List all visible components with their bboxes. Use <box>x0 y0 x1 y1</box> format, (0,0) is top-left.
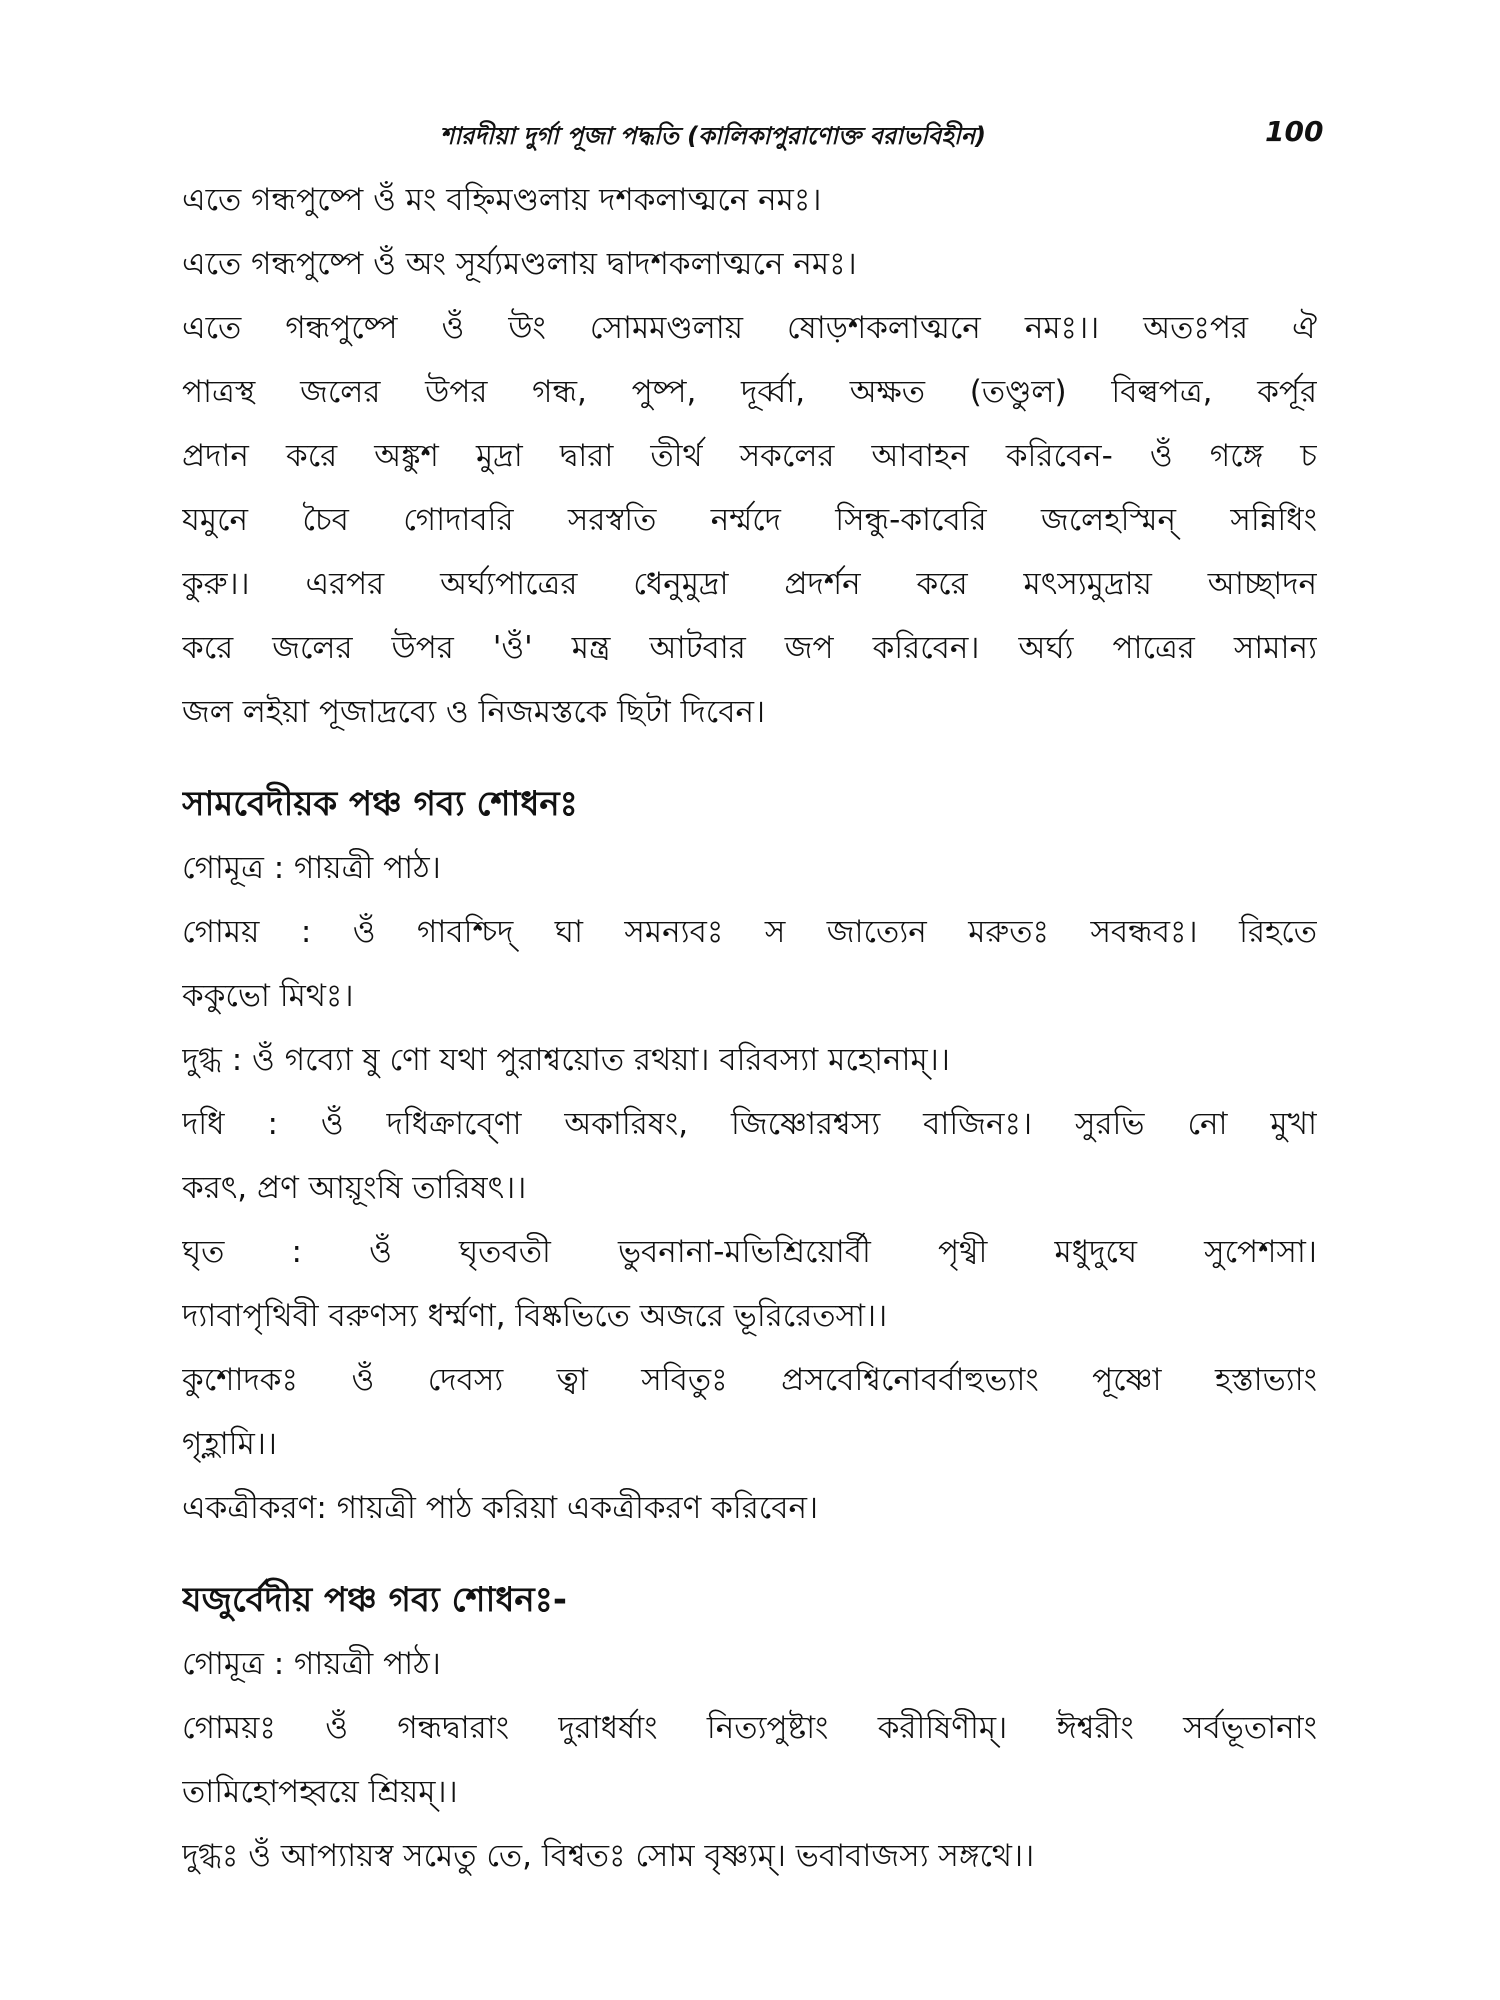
section-spacer <box>182 1540 1317 1568</box>
text-line: পাত্রস্থ জলের উপর গন্ধ, পুষ্প, দূর্ব্বা, অক্ষত (তণ্ডুল) বিল্বপত্র, কর্পূর <box>182 374 1317 410</box>
text-line: দুগ্ধ : ওঁ গব্যো ষু ণো যথা পুরাশ্বয়োত রথয়া। বরিবস্যা মহোনাম্।। <box>182 1042 950 1078</box>
text-line: দধি : ওঁ দধিক্রাব্ণো অকারিষং, জিষ্ণোরশ্বস্য বাজিনঃ। সুরভি নো মুখা <box>182 1106 1317 1142</box>
text-line: গোমূত্র : গায়ত্রী পাঠ। <box>182 1646 441 1682</box>
body-text <box>182 168 1317 1888</box>
text-line: গোমূত্র : গায়ত্রী পাঠ। <box>182 850 441 886</box>
text-line: কুশোদকঃ ওঁ দেবস্য ত্বা সবিতুঃ প্রসবেশ্বিনোবর্বাহুভ্যাং পূষ্ণো হস্তাভ্যাং <box>182 1362 1317 1398</box>
text-line: গোময়ঃ ওঁ গন্ধদ্বারাং দুরাধর্ষাং নিত্যপুষ্টাং করীষিণীম্। ঈশ্বরীং সর্বভূতানাং <box>182 1710 1317 1746</box>
section-spacer <box>182 744 1317 772</box>
text-line: গোময় : ওঁ গাবশ্চিদ্ ঘা সমন্যবঃ স জাত্যেন মরুতঃ সবন্ধবঃ। রিহতে <box>182 914 1317 950</box>
text-line: দ্যাবাপৃথিবী বরুণস্য ধর্ম্মণা, বিষ্কভিতে অজরে ভূরিরেতসা।। <box>182 1298 888 1334</box>
running-header-title: শারদীয়া দুর্গা পূজা পদ্ধতি (কালিকাপুরাণোক্ত বরাভবিহীন) <box>440 122 986 150</box>
text-line: এতে গন্ধপুষ্পে ওঁ অং সূর্য্যমণ্ডলায় দ্বাদশকলাত্মনে নমঃ। <box>182 246 857 282</box>
text-line: এতে গন্ধপুষ্পে ওঁ মং বহ্নিমণ্ডলায় দশকলাত্মনে নমঃ। <box>182 182 822 218</box>
text-line: গৃহ্লামি।। <box>182 1426 278 1462</box>
text-line: যমুনে চৈব গোদাবরি সরস্বতি নর্ম্মদে সিন্ধু-কাবেরি জলেহস্মিন্ সন্নিধিং <box>182 502 1317 538</box>
text-line: জল লইয়া পূজাদ্রব্যে ও নিজমস্তকে ছিটা দিবেন। <box>182 694 766 730</box>
text-line: প্রদান করে অঙ্কুশ মুদ্রা দ্বারা তীর্থ সকলের আবাহন করিবেন- ওঁ গঙ্গে চ <box>182 438 1317 474</box>
text-line: দুগ্ধঃ ওঁ আপ্যায়স্ব সমেতু তে, বিশ্বতঃ সোম বৃষ্ণ্যম্। ভবাবাজস্য সঙ্গথে।। <box>182 1838 1035 1874</box>
text-line: একত্রীকরণ: গায়ত্রী পাঠ করিয়া একত্রীকরণ করিবেন। <box>182 1490 819 1526</box>
text-line: তামিহোপহ্বয়ে শ্রিয়ম্।। <box>182 1774 458 1810</box>
text-line: ঘৃত : ওঁ ঘৃতবতী ভুবনানা-মভিশ্রিয়োর্বী পৃথ্বী মধুদুঘে সুপেশসা। <box>182 1234 1317 1270</box>
text-line: এতে গন্ধপুষ্পে ওঁ উং সোমমণ্ডলায় ষোড়শকলাত্মনে নমঃ।। অতঃপর ঐ <box>182 310 1317 346</box>
text-line: কুরু।। এরপর অর্ঘ্যপাত্রের ধেনুমুদ্রা প্রদর্শন করে মৎস্যমুদ্রায় আচ্ছাদন <box>182 566 1317 602</box>
text-line: করৎ, প্রণ আয়ূংষি তারিষৎ।। <box>182 1170 527 1206</box>
page-number: 100 <box>1265 115 1324 148</box>
text-line: ককুভো মিথঃ। <box>182 978 354 1014</box>
text-line: করে জলের উপর 'ওঁ' মন্ত্র আটবার জপ করিবেন। অর্ঘ্য পাত্রের সামান্য <box>182 630 1317 666</box>
section-heading: সামবেদীয়ক পঞ্চ গব্য শোধনঃ <box>182 784 578 824</box>
section-heading: যজুর্বেদীয় পঞ্চ গব্য শোধনঃ- <box>182 1580 567 1620</box>
